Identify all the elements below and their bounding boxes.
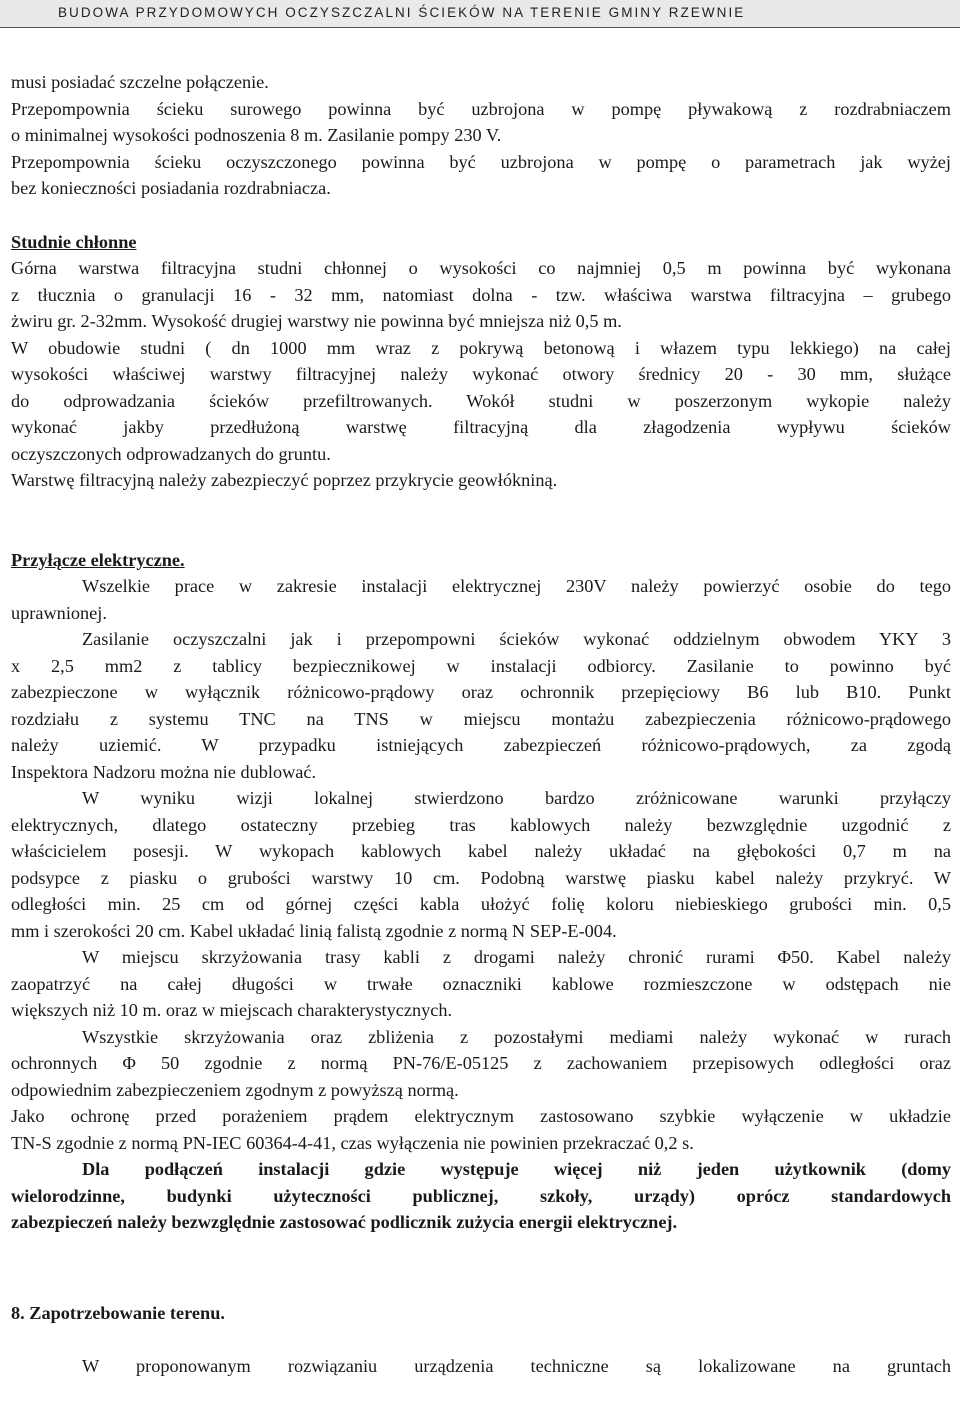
text-line: W wyniku wizji lokalnej stwierdzono bardzo zróżnicowane warunki przyłączy: [82, 788, 951, 808]
text-line: o minimalnej wysokości podnoszenia 8 m. Zasilanie pompy 230 V.: [11, 125, 502, 145]
section-heading-przylacze: Przyłącze elektryczne.: [11, 549, 185, 570]
text-line: do odprowadzania ścieków przefiltrowanych. Wokół studni w poszerzonym wykopie należy: [11, 390, 951, 411]
text-line: ochronnych Φ 50 zgodnie z normą PN-76/E-05125 z zachowaniem przepisowych odległości oraz: [11, 1053, 951, 1073]
text-line: żwiru gr. 2-32mm. Wysokość drugiej warstwy nie powinna być mniejsza niż 0,5 m.: [11, 311, 622, 331]
text-line: podsypce z piasku o grubości warstwy 10 cm. Podobną warstwę piasku kabel należy przykryć. W: [11, 867, 951, 888]
document-body: [11, 69, 951, 1380]
text-line: Górna warstwa filtracyjna studni chłonnej o wysokości co najmniej 0,5 m powinna być wykonana: [11, 258, 951, 278]
text-line: W miejscu skrzyżowania trasy kabli z drogami należy chronić rurami Φ50. Kabel należy: [82, 947, 951, 967]
text-line: rozdziału z systemu TNC na TNS w miejscu montażu zabezpieczenia różnicowo-prądowego: [11, 708, 951, 729]
text-line: odległości min. 25 cm od górnej części kabla ułożyć folię koloru niebieskiego grubości min. 0,5: [11, 894, 951, 914]
text-line: W obudowie studni ( dn 1000 mm wraz z pokrywą betonową i włazem typu lekkiego) na całej: [11, 337, 951, 358]
section-heading-studnie: Studnie chłonne: [11, 231, 137, 252]
text-line: Zasilanie oczyszczalni jak i przepompowni ścieków wykonać oddzielnym obwodem YKY 3: [82, 629, 951, 649]
text-line: Wszelkie prace w zakresie instalacji elektrycznej 230V należy powierzyć osobie do tego: [82, 576, 951, 596]
running-header: [0, 0, 960, 28]
section-heading-8: 8. Zapotrzebowanie terenu.: [11, 1302, 225, 1323]
text-line: mm i szerokości 20 cm. Kabel układać linią falistą zgodnie z normą N SEP-E-004.: [11, 920, 617, 941]
text-line: większych niż 10 m. oraz w miejscach charakterystycznych.: [11, 1000, 453, 1020]
text-line: odpowiednim zabezpieczeniem zgodnym z powyższą normą.: [11, 1079, 459, 1100]
header-title: BUDOWA PRZYDOMOWYCH OCZYSZCZALNI ŚCIEKÓW NA TERENIE GMINY RZEWNIE: [58, 5, 746, 20]
text-line: TN-S zgodnie z normą PN-IEC 60364-4-41, czas wyłączenia nie powinien przekraczać 0,2 s.: [11, 1132, 694, 1153]
bold-text-line: Dla podłączeń instalacji gdzie występuje więcej niż jeden użytkownik (domy: [82, 1159, 951, 1179]
text-line: należy uziemić. W przypadku istniejących zabezpieczeń różnicowo-prądowych, za zgodą: [11, 735, 951, 755]
text-line: z tłucznia o granulacji 16 - 32 mm, natomiast dolna - tzw. właściwa warstwa filtracyjna – grubego: [11, 284, 951, 305]
text-line: oczyszczonych odprowadzanych do gruntu.: [11, 443, 331, 464]
text-line: Inspektora Nadzoru można nie dublować.: [11, 761, 317, 782]
text-line: Przepompownia ścieku surowego powinna być uzbrojona w pompę pływakową z rozdrabniaczem: [11, 98, 951, 119]
bold-text-line: zabezpieczeń należy bezwzględnie zastosować podlicznik zużycia energii elektrycznej.: [11, 1212, 678, 1232]
text-line: wykonać jakby przedłużoną warstwę filtracyjną dla złagodzenia wypływu ścieków: [11, 417, 951, 437]
text-line: x 2,5 mm2 z tablicy bezpiecznikowej w instalacji odbiorcy. Zasilanie to powinno być: [11, 655, 951, 676]
bold-text-line: wielorodzinne, budynki użyteczności publicznej, szkoły, urządy) oprócz standardowych: [11, 1185, 951, 1206]
text-line: elektrycznych, dlatego ostateczny przebieg tras kablowych należy bezwzględnie uzgodnić z: [11, 814, 951, 835]
text-line: zabezpieczone w wyłącznik różnicowo-prądowy oraz ochronnik przepięciowy B6 lub B10. Punkt: [11, 682, 951, 702]
text-line: Przepompownia ścieku oczyszczonego powinna być uzbrojona w pompę o parametrach jak wyżej: [11, 151, 951, 172]
text-line: Warstwę filtracyjną należy zabezpieczyć poprzez przykrycie geowłókniną.: [11, 470, 558, 490]
text-line: zaopatrzyć na całej długości w trwałe oznaczniki kablowe rozmieszczone w odstępach nie: [11, 973, 951, 994]
text-line: Jako ochronę przed porażeniem prądem elektrycznym zastosowano szybkie wyłączenie w układzie: [11, 1106, 951, 1126]
text-line: W proponowanym rozwiązaniu urządzenia techniczne są lokalizowane na gruntach: [82, 1356, 951, 1376]
text-line: bez konieczności posiadania rozdrabniacza.: [11, 178, 331, 198]
text-line: wysokości właściwej warstwy filtracyjnej należy wykonać otwory średnicy 20 - 30 mm, służące: [11, 364, 951, 384]
text-line: uprawnionej.: [11, 602, 107, 623]
text-line: właścicielem posesji. W wykopach kablowych kabel należy układać na głębokości 0,7 m na: [11, 841, 951, 861]
text-line: Wszystkie skrzyżowania oraz zbliżenia z pozostałymi mediami należy wykonać w rurach: [82, 1026, 951, 1047]
text-line: musi posiadać szczelne połączenie.: [11, 72, 269, 92]
